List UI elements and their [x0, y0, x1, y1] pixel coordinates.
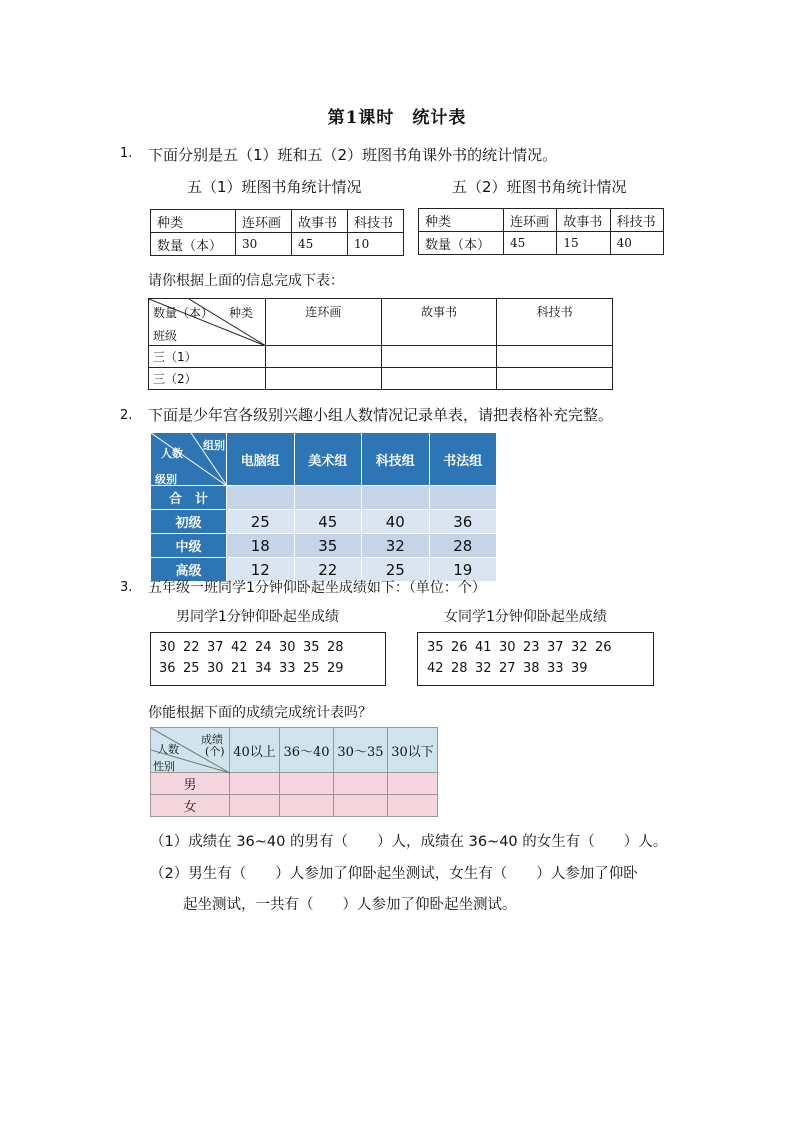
table-cell: 45: [504, 232, 557, 255]
row-label: 男: [151, 773, 230, 795]
blank-cell[interactable]: [497, 346, 613, 368]
table-cell: 22: [294, 558, 362, 582]
table-row: [151, 210, 404, 233]
blank-cell[interactable]: [280, 773, 334, 795]
q2-text: 下面是少年宫各级别兴趣小组人数情况记录单表，请把表格补充完整。: [148, 406, 614, 424]
score: 41: [475, 640, 492, 655]
column-header: 30～35: [333, 728, 387, 773]
score: 35: [427, 640, 444, 655]
q1-left-table: [150, 209, 404, 256]
q2-table: [150, 432, 497, 582]
table-cell: 10: [348, 233, 404, 256]
corner-label-unit: (个): [205, 745, 225, 758]
score-row: [427, 658, 653, 679]
q3-sub2-line2: 起坐测试，一共有（ ）人参加了仰卧起坐测试。: [183, 897, 517, 913]
blank-cell[interactable]: [497, 368, 613, 390]
blank-cell[interactable]: [333, 773, 387, 795]
row-label: 三（2）: [149, 368, 266, 390]
column-header: 40以上: [230, 728, 280, 773]
blank-cell[interactable]: [266, 368, 382, 390]
table-cell: 36: [429, 510, 497, 534]
corner-label-bottom: 班级: [153, 329, 178, 343]
score: 28: [327, 640, 344, 655]
q3-female-title: 女同学1分钟仰卧起坐成绩: [444, 609, 607, 625]
score: 33: [279, 661, 296, 676]
score: 37: [547, 640, 564, 655]
table-row: [151, 233, 404, 256]
table-cell: 25: [362, 558, 430, 582]
corner-label-mid: 人数: [161, 447, 183, 460]
blank-cell[interactable]: [280, 795, 334, 817]
q1-right-title: 五（2）班图书角统计情况: [452, 178, 627, 196]
table-cell: 故事书: [292, 210, 348, 233]
table-cell: 19: [429, 558, 497, 582]
q1-number: 1.: [120, 146, 133, 161]
blank-cell[interactable]: [387, 795, 437, 817]
table-cell: 种类: [419, 209, 504, 232]
table-cell: 40: [362, 510, 430, 534]
male-scores-box: [150, 632, 386, 686]
corner-label-top: 数量（本）: [153, 306, 214, 320]
blank-cell[interactable]: [227, 486, 295, 510]
score-row: [427, 637, 653, 658]
blank-cell[interactable]: [266, 346, 382, 368]
score: 39: [571, 661, 588, 676]
score: 34: [255, 661, 272, 676]
column-header: 36～40: [280, 728, 334, 773]
table-cell: 数量（本）: [419, 232, 504, 255]
q1-prompt: 请你根据上面的信息完成下表：: [148, 273, 344, 289]
score: 28: [451, 661, 468, 676]
q3-sub2-line1: （2）男生有（ ）人参加了仰卧起坐测试，女生有（ ）人参加了仰卧: [150, 866, 638, 882]
female-scores-box: [417, 632, 654, 686]
table-cell: 科技书: [348, 210, 404, 233]
column-header: 故事书: [381, 299, 497, 346]
row-label: 高级: [151, 558, 227, 582]
row-label: 中级: [151, 534, 227, 558]
table-row: [419, 209, 664, 232]
table-row: [151, 433, 497, 486]
table-cell: 25: [227, 510, 295, 534]
table-cell: 35: [294, 534, 362, 558]
column-header: 电脑组: [227, 433, 295, 486]
blank-cell[interactable]: [230, 795, 280, 817]
score: 38: [523, 661, 540, 676]
table-cell: 15: [557, 232, 610, 255]
table-cell: 30: [236, 233, 292, 256]
table-cell: 45: [294, 510, 362, 534]
score: 26: [451, 640, 468, 655]
score: 36: [159, 661, 176, 676]
q2-number: 2.: [120, 408, 133, 423]
score: 30: [207, 661, 224, 676]
table-cell: 45: [292, 233, 348, 256]
score: 22: [183, 640, 200, 655]
corner-label-top: 组别: [203, 439, 225, 452]
q3-number: 3.: [120, 580, 133, 595]
row-label: 合 计: [151, 486, 227, 510]
table-row: [149, 299, 613, 346]
score: 21: [231, 661, 248, 676]
q1-fill-table: [148, 298, 613, 390]
column-header: 30以下: [387, 728, 437, 773]
corner-label-mid: 人数: [157, 743, 179, 756]
score: 32: [475, 661, 492, 676]
table-row: [149, 368, 613, 390]
blank-cell[interactable]: [381, 346, 497, 368]
blank-cell[interactable]: [362, 486, 430, 510]
score: 27: [499, 661, 516, 676]
score: 42: [231, 640, 248, 655]
table-row: [419, 232, 664, 255]
score-row: [159, 658, 385, 679]
q1-text: 下面分别是五（1）班和五（2）班图书角课外书的统计情况。: [148, 146, 558, 164]
table-cell: 数量（本）: [151, 233, 236, 256]
corner-label-bottom: 性别: [153, 760, 175, 773]
blank-cell[interactable]: [381, 368, 497, 390]
table-row: [151, 728, 438, 773]
row-label: 女: [151, 795, 230, 817]
table-cell: 种类: [151, 210, 236, 233]
column-header: 科技组: [362, 433, 430, 486]
table-cell: 连环画: [504, 209, 557, 232]
diagonal-header: [151, 433, 227, 486]
q3-sub1: （1）成绩在 36~40 的男有（ ）人，成绩在 36~40 的女生有（ ）人。: [150, 834, 668, 850]
q3-prompt: 你能根据下面的成绩完成统计表吗？: [148, 705, 372, 721]
table-row: [151, 795, 438, 817]
table-cell: 18: [227, 534, 295, 558]
row-label: 三（1）: [149, 346, 266, 368]
row-label: 初级: [151, 510, 227, 534]
corner-label-right: 种类: [229, 306, 254, 320]
blank-cell[interactable]: [429, 486, 497, 510]
column-header: 美术组: [294, 433, 362, 486]
q3-male-title: 男同学1分钟仰卧起坐成绩: [176, 609, 339, 625]
table-row: [149, 346, 613, 368]
table-row: [151, 486, 497, 510]
table-row: [151, 510, 497, 534]
score: 42: [427, 661, 444, 676]
score: 30: [499, 640, 516, 655]
score: 29: [327, 661, 344, 676]
column-header: 书法组: [429, 433, 497, 486]
blank-cell[interactable]: [333, 795, 387, 817]
diagonal-header: [149, 299, 266, 346]
table-cell: 连环画: [236, 210, 292, 233]
score: 25: [183, 661, 200, 676]
score: 26: [595, 640, 612, 655]
column-header: 科技书: [497, 299, 613, 346]
table-cell: 28: [429, 534, 497, 558]
blank-cell[interactable]: [294, 486, 362, 510]
table-cell: 12: [227, 558, 295, 582]
score: 32: [571, 640, 588, 655]
column-header: 连环画: [266, 299, 382, 346]
score: 37: [207, 640, 224, 655]
table-row: [151, 534, 497, 558]
score: 35: [303, 640, 320, 655]
q3-text: 五年级一班同学1分钟仰卧起坐成绩如下：（单位：个）: [148, 580, 486, 596]
blank-cell[interactable]: [230, 773, 280, 795]
table-cell: 40: [610, 232, 663, 255]
score: 30: [159, 640, 176, 655]
q1-right-table: [418, 208, 664, 255]
corner-label-top: 成绩: [201, 733, 223, 746]
page-title: 第1课时 统计表: [327, 108, 467, 128]
score-row: [159, 637, 385, 658]
score: 25: [303, 661, 320, 676]
table-cell: 故事书: [557, 209, 610, 232]
blank-cell[interactable]: [387, 773, 437, 795]
score: 30: [279, 640, 296, 655]
score: 23: [523, 640, 540, 655]
table-row: [151, 773, 438, 795]
table-cell: 科技书: [610, 209, 663, 232]
table-cell: 32: [362, 534, 430, 558]
score: 33: [547, 661, 564, 676]
score: 24: [255, 640, 272, 655]
diagonal-header: [151, 728, 230, 773]
q3-fill-table: [150, 727, 438, 817]
q1-left-title: 五（1）班图书角统计情况: [187, 178, 362, 196]
corner-label-bottom: 级别: [155, 473, 177, 486]
